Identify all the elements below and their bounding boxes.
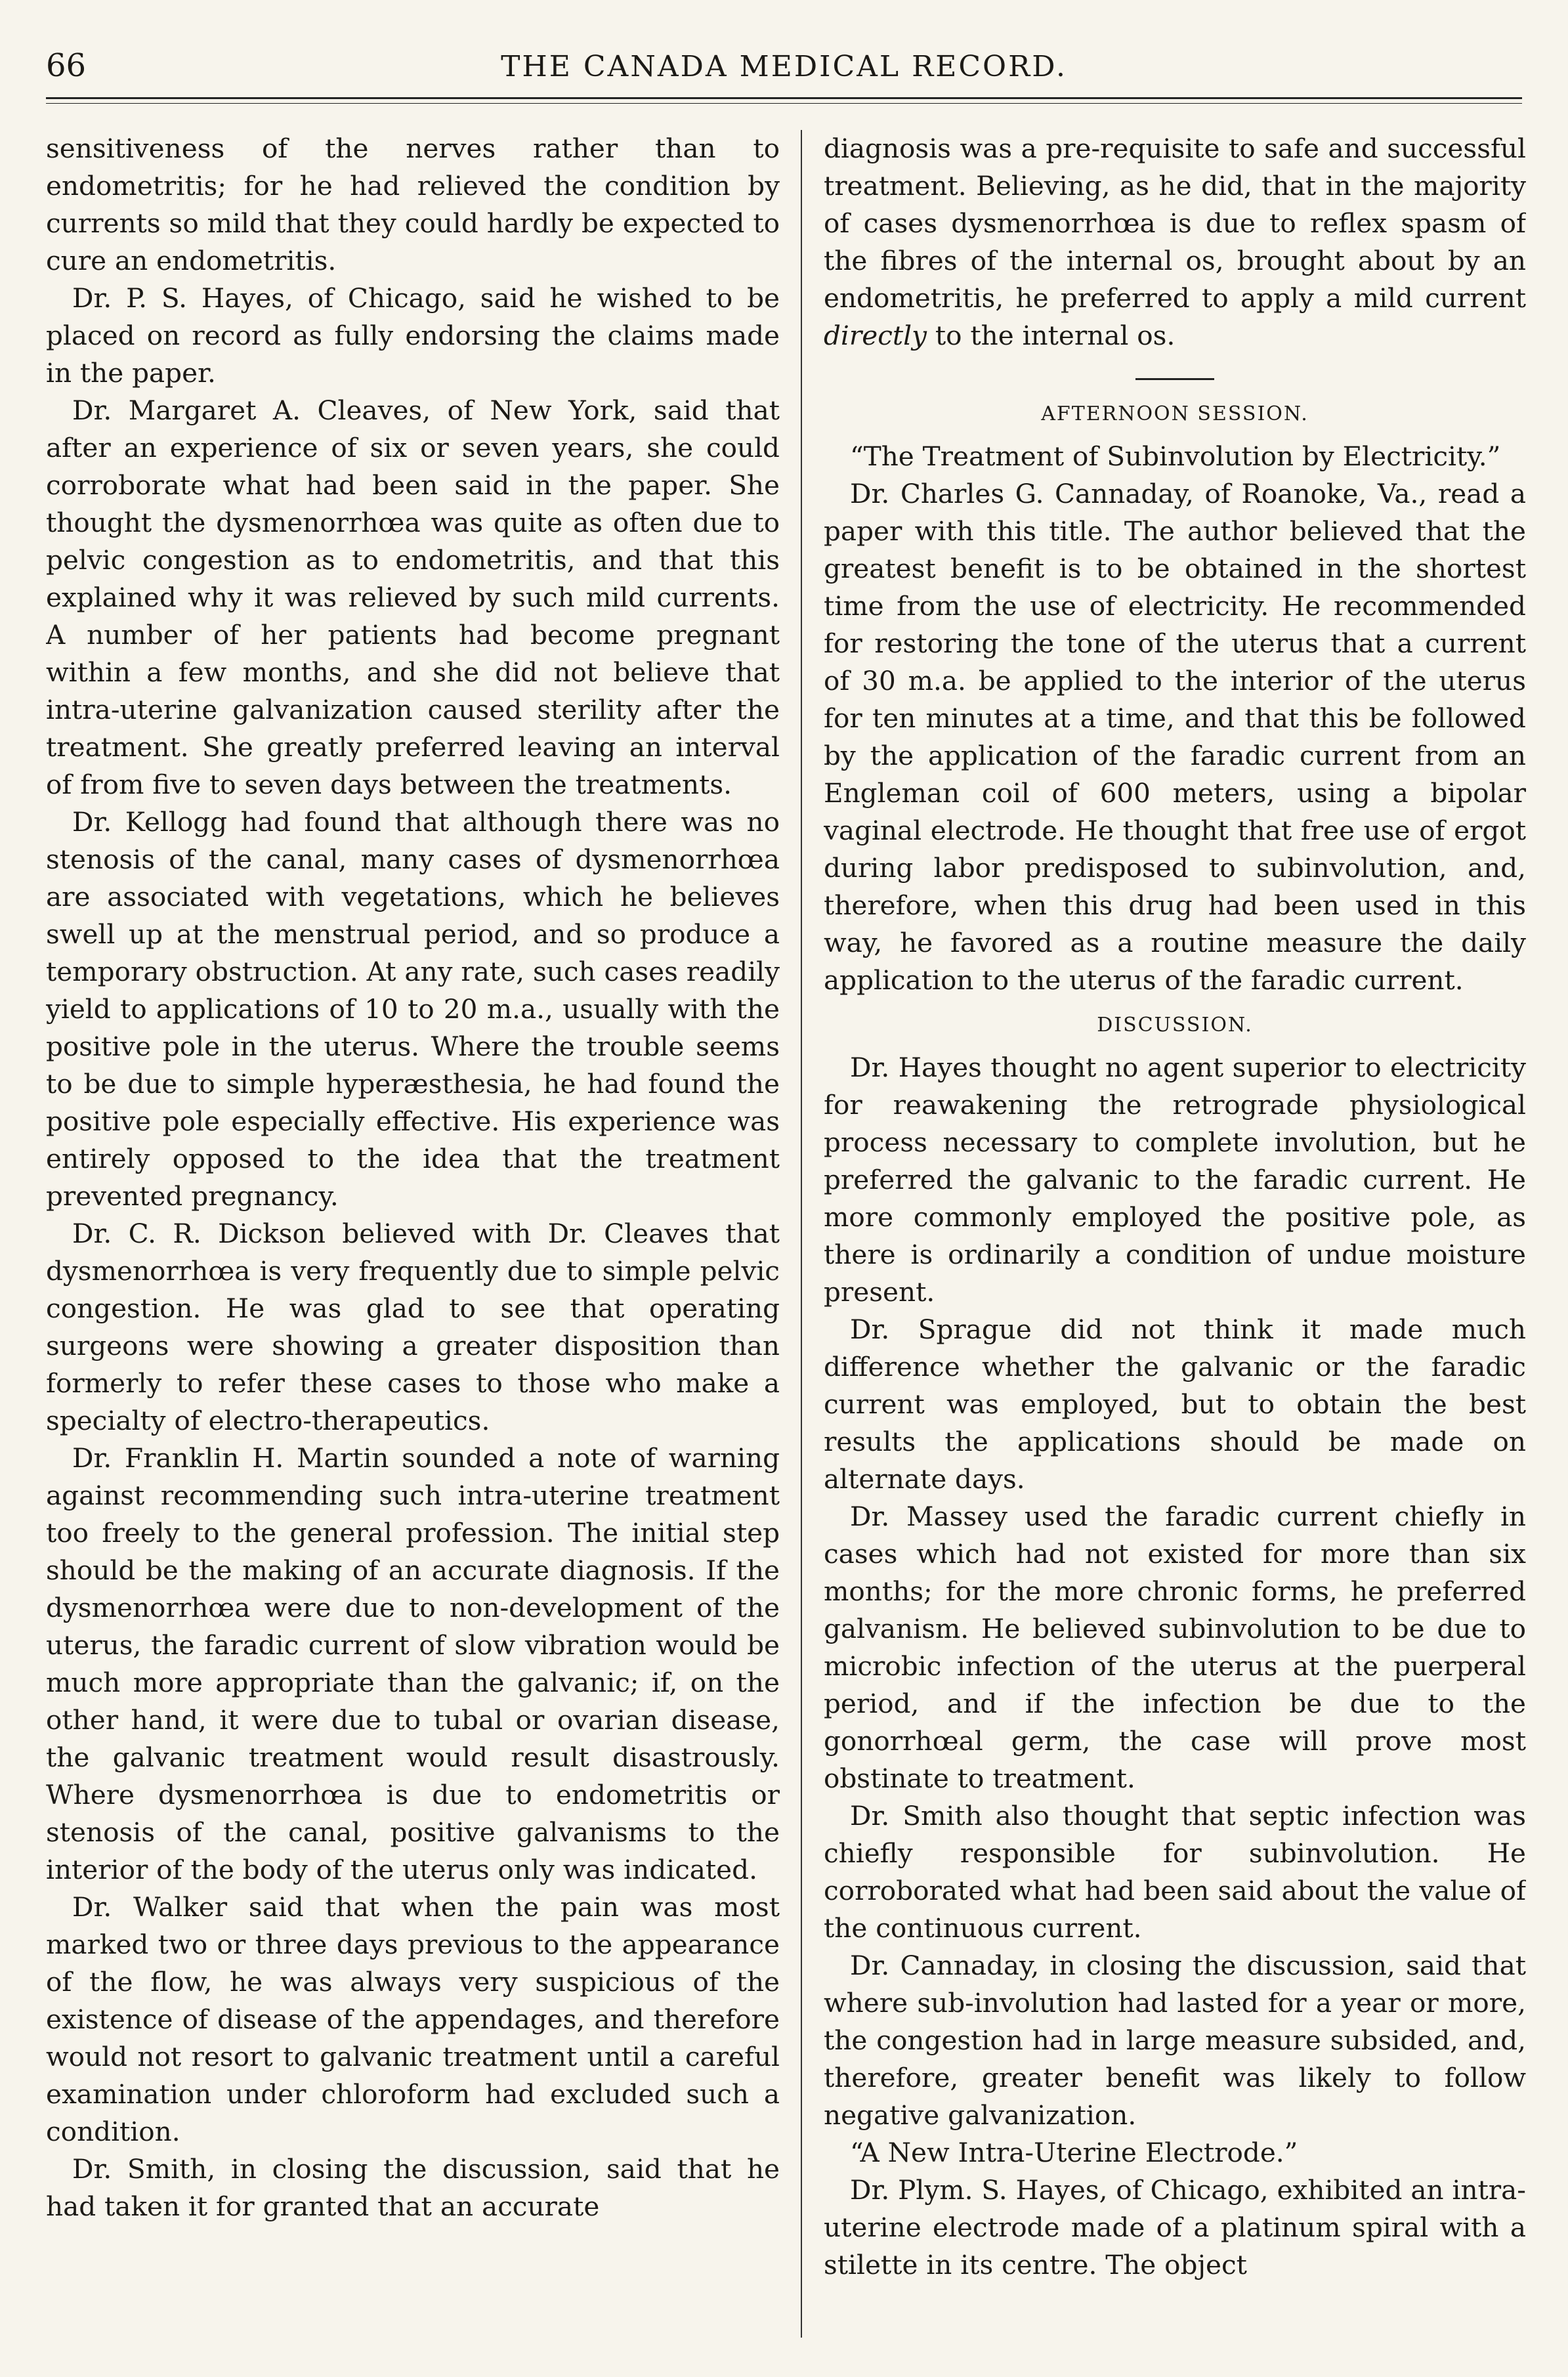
paragraph-continued — [824, 130, 1526, 354]
running-title: THE CANADA MEDICAL RECORD. — [501, 50, 1067, 83]
paragraph: Dr. Charles G. Cannaday, of Roanoke, Va., read a paper with this title. The author believed that the greatest benefit is to be obtained in the shortest time from the use of electricity. He recommended for restoring the tone of the uterus that a current of 30 m.a. be applied to the interior of the uterus for ten minutes at a time, and that this be followed by the application of the faradic current from an Engleman coil of 600 meters, using a bipolar vaginal electrode. He thought that free use of ergot during labor predisposed to subinvolution, and, therefore, when this drug had been used in this way, he favored as a routine measure the daily application to the uterus of the faradic current. — [824, 478, 1526, 996]
paragraph: Dr. Margaret A. Cleaves, of New York, said that after an experience of six or seven years, she could corroborate what had been said in the paper. She thought the dysmenorrhœa was quite as often due to pelvic congestion as to endometritis, and that this explained why it was relieved by such mild currents. A number of her patients had become pregnant within a few months, and she did not believe that intra-uterine galvanization caused sterility after the treatment. She greatly preferred leaving an interval of from five to seven days between the treatments. — [46, 395, 780, 800]
paper-title: “The Treatment of Subinvolution by Electricity.” — [850, 440, 1501, 472]
right-column — [824, 130, 1526, 2351]
page-number: 66 — [46, 47, 87, 84]
emphasis: directly — [824, 320, 927, 351]
text-run: to the internal os. — [927, 320, 1176, 351]
paragraph: Dr. C. R. Dickson believed with Dr. Cleaves that dysmenorrhœa is very frequently due to simple pelvic congestion. He was glad to see that operating surgeons were showing a greater disposition than formerly to refer these cases to those who make a specialty of electro-therapeutics. — [46, 1218, 780, 1436]
paragraph: Dr. Franklin H. Martin sounded a note of warning against recommending such intra-uterine treatment too freely to the general profession. The initial step should be the making of an accurate diagnosis. If the dysmenorrhœa were due to non-development of the uterus, the faradic current of slow vibration would be much more appropriate than the galvanic; if, on the other hand, it were due to tubal or ovarian disease, the galvanic treatment would result disastrously. Where dysmenorrhœa is due to endometritis or stenosis of the canal, positive galvanisms to the interior of the body of the uterus only was indicated. — [46, 1442, 780, 1885]
paragraph: Dr. Massey used the faradic current chiefly in cases which had not existed for more than six months; for the more chronic forms, he preferred galvanism. He believed subinvolution to be due to microbic infection of the uterus at the puerperal period, and if the infection be due to the gonorrhœal germ, the case will prove most obstinate to treatment. — [824, 1501, 1526, 1794]
paragraph: Dr. P. S. Hayes, of Chicago, said he wished to be placed on record as fully endorsing the claims made in the paper. — [46, 282, 780, 389]
page-header — [46, 39, 1522, 92]
text-run: diagnosis was a pre-requisite to safe and successful treatment. Believing, as he did, that in the majority of cases dysmenorrhœa is due to reflex spasm of the fibres of the internal os, brought about by an endometritis, he preferred to apply a mild current — [824, 133, 1526, 314]
left-column — [46, 130, 780, 2351]
paragraph: Dr. Walker said that when the pain was most marked two or three days previous to the appearance of the flow, he was always very suspicious of the existence of disease of the appendages, and therefore would not resort to galvanic treatment until a careful examination under chloroform had excluded such a condition. — [46, 1891, 780, 2147]
column-divider — [801, 130, 802, 2338]
paragraph: Dr. Hayes thought no agent superior to electricity for reawakening the retrograde physiological process necessary to complete involution, but he preferred the galvanic to the faradic current. He more commonly employed the positive pole, as there is ordinarily a condition of undue moisture present. — [824, 1052, 1526, 1308]
paragraph: Dr. Smith, in closing the discussion, said that he had taken it for granted that an accurate — [46, 2153, 780, 2222]
paragraph: Dr. Sprague did not think it made much difference whether the galvanic or the faradic current was employed, but to obtain the best results the applications should be made on alternate days. — [824, 1314, 1526, 1495]
paragraph: Dr. Plym. S. Hayes, of Chicago, exhibited an intra-uterine electrode made of a platinum spiral with a stilette in its centre. The object — [824, 2174, 1526, 2281]
paragraph: Dr. Smith also thought that septic infection was chiefly responsible for subinvolution. He corroborated what had been said about the value of the continuous current. — [824, 1800, 1526, 1944]
paragraph: Dr. Cannaday, in closing the discussion, said that where sub-involution had lasted for a year or more, the congestion had in large measure subsided, and, therefore, greater benefit was likely to follow negative galvanization. — [824, 1950, 1526, 2131]
section-heading: DISCUSSION. — [1097, 1014, 1253, 1037]
paragraph: sensitiveness of the nerves rather than to endometritis; for he had relieved the condition by currents so mild that they could hardly be expected to cure an endometritis. — [46, 133, 780, 276]
section-divider — [1135, 378, 1214, 380]
paragraph: Dr. Kellogg had found that although there was no stenosis of the canal, many cases of dysmenorrhœa are associated with vegetations, which he believes swell up at the menstrual period, and so produce a temporary obstruction. At any rate, such cases readily yield to applications of 10 to 20 m.a., usually with the positive pole in the uterus. Where the trouble seems to be due to simple hyperæsthesia, he had found the positive pole especially effective. His experience was entirely opposed to the idea that the treatment prevented pregnancy. — [46, 806, 780, 1212]
paper-title: “A New Intra-Uterine Electrode.” — [850, 2137, 1298, 2168]
header-rule — [46, 97, 1522, 104]
section-heading: AFTERNOON SESSION. — [1041, 402, 1309, 425]
